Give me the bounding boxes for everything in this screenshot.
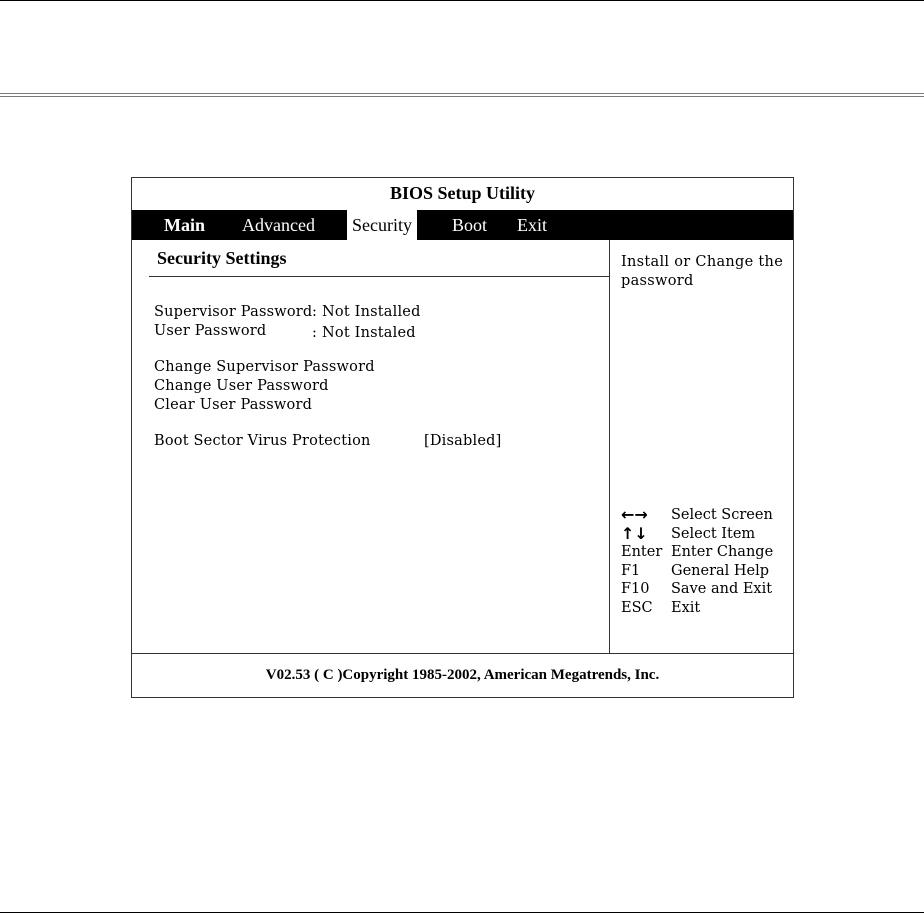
- key-esc: ESC: [621, 599, 653, 616]
- change-user-password-item[interactable]: Change User Password: [154, 378, 329, 394]
- user-password-separator: :: [312, 325, 318, 341]
- settings-pane: [132, 240, 609, 653]
- tab-security[interactable]: Security: [347, 210, 417, 240]
- key-desc-f1: General Help: [671, 562, 770, 579]
- key-desc-esc: Exit: [671, 599, 701, 616]
- tab-exit[interactable]: Exit: [517, 215, 547, 235]
- supervisor-password-value: Not Installed: [322, 304, 421, 320]
- section-title: Security Settings: [157, 248, 287, 268]
- boot-sector-virus-protection-value[interactable]: [Disabled]: [424, 433, 502, 449]
- user-password-value: Not Instaled: [322, 325, 416, 341]
- bios-title: BIOS Setup Utility: [389, 183, 536, 203]
- supervisor-password-label: Supervisor Password: [154, 304, 313, 320]
- up-down-arrows-icon: ↑↓: [621, 523, 648, 543]
- boot-sector-virus-protection-label: Boot Sector Virus Protection: [154, 433, 371, 449]
- page-bottom-rule: [0, 912, 924, 913]
- key-desc-f10: Save and Exit: [671, 581, 773, 597]
- key-desc-select-item: Select Item: [671, 525, 756, 542]
- left-right-arrows-icon: ←→: [621, 505, 648, 524]
- tab-main[interactable]: Main: [164, 215, 206, 235]
- help-pane: [609, 240, 794, 653]
- key-enter: Enter: [621, 544, 663, 560]
- header-divider: [0, 93, 924, 97]
- clear-user-password-item[interactable]: Clear User Password: [154, 397, 313, 413]
- key-f1: F1: [621, 562, 641, 579]
- user-password-label: User Password: [154, 323, 267, 339]
- key-desc-enter: Enter Change: [671, 544, 774, 560]
- key-f10: F10: [621, 581, 650, 597]
- supervisor-password-separator: :: [312, 304, 318, 320]
- copyright-footer: V02.53 ( C )Copyright 1985-2002, American Megatrends, Inc.: [132, 653, 793, 698]
- help-text: Install or Change the password: [621, 254, 784, 289]
- tab-advanced[interactable]: Advanced: [242, 215, 315, 235]
- menu-bar: [132, 210, 793, 240]
- bios-window: [131, 177, 794, 698]
- page-top-rule: [0, 0, 924, 1]
- change-supervisor-password-item[interactable]: Change Supervisor Password: [154, 359, 375, 375]
- key-desc-select-screen: Select Screen: [671, 507, 773, 523]
- tab-boot[interactable]: Boot: [452, 215, 488, 235]
- section-divider: [149, 276, 609, 277]
